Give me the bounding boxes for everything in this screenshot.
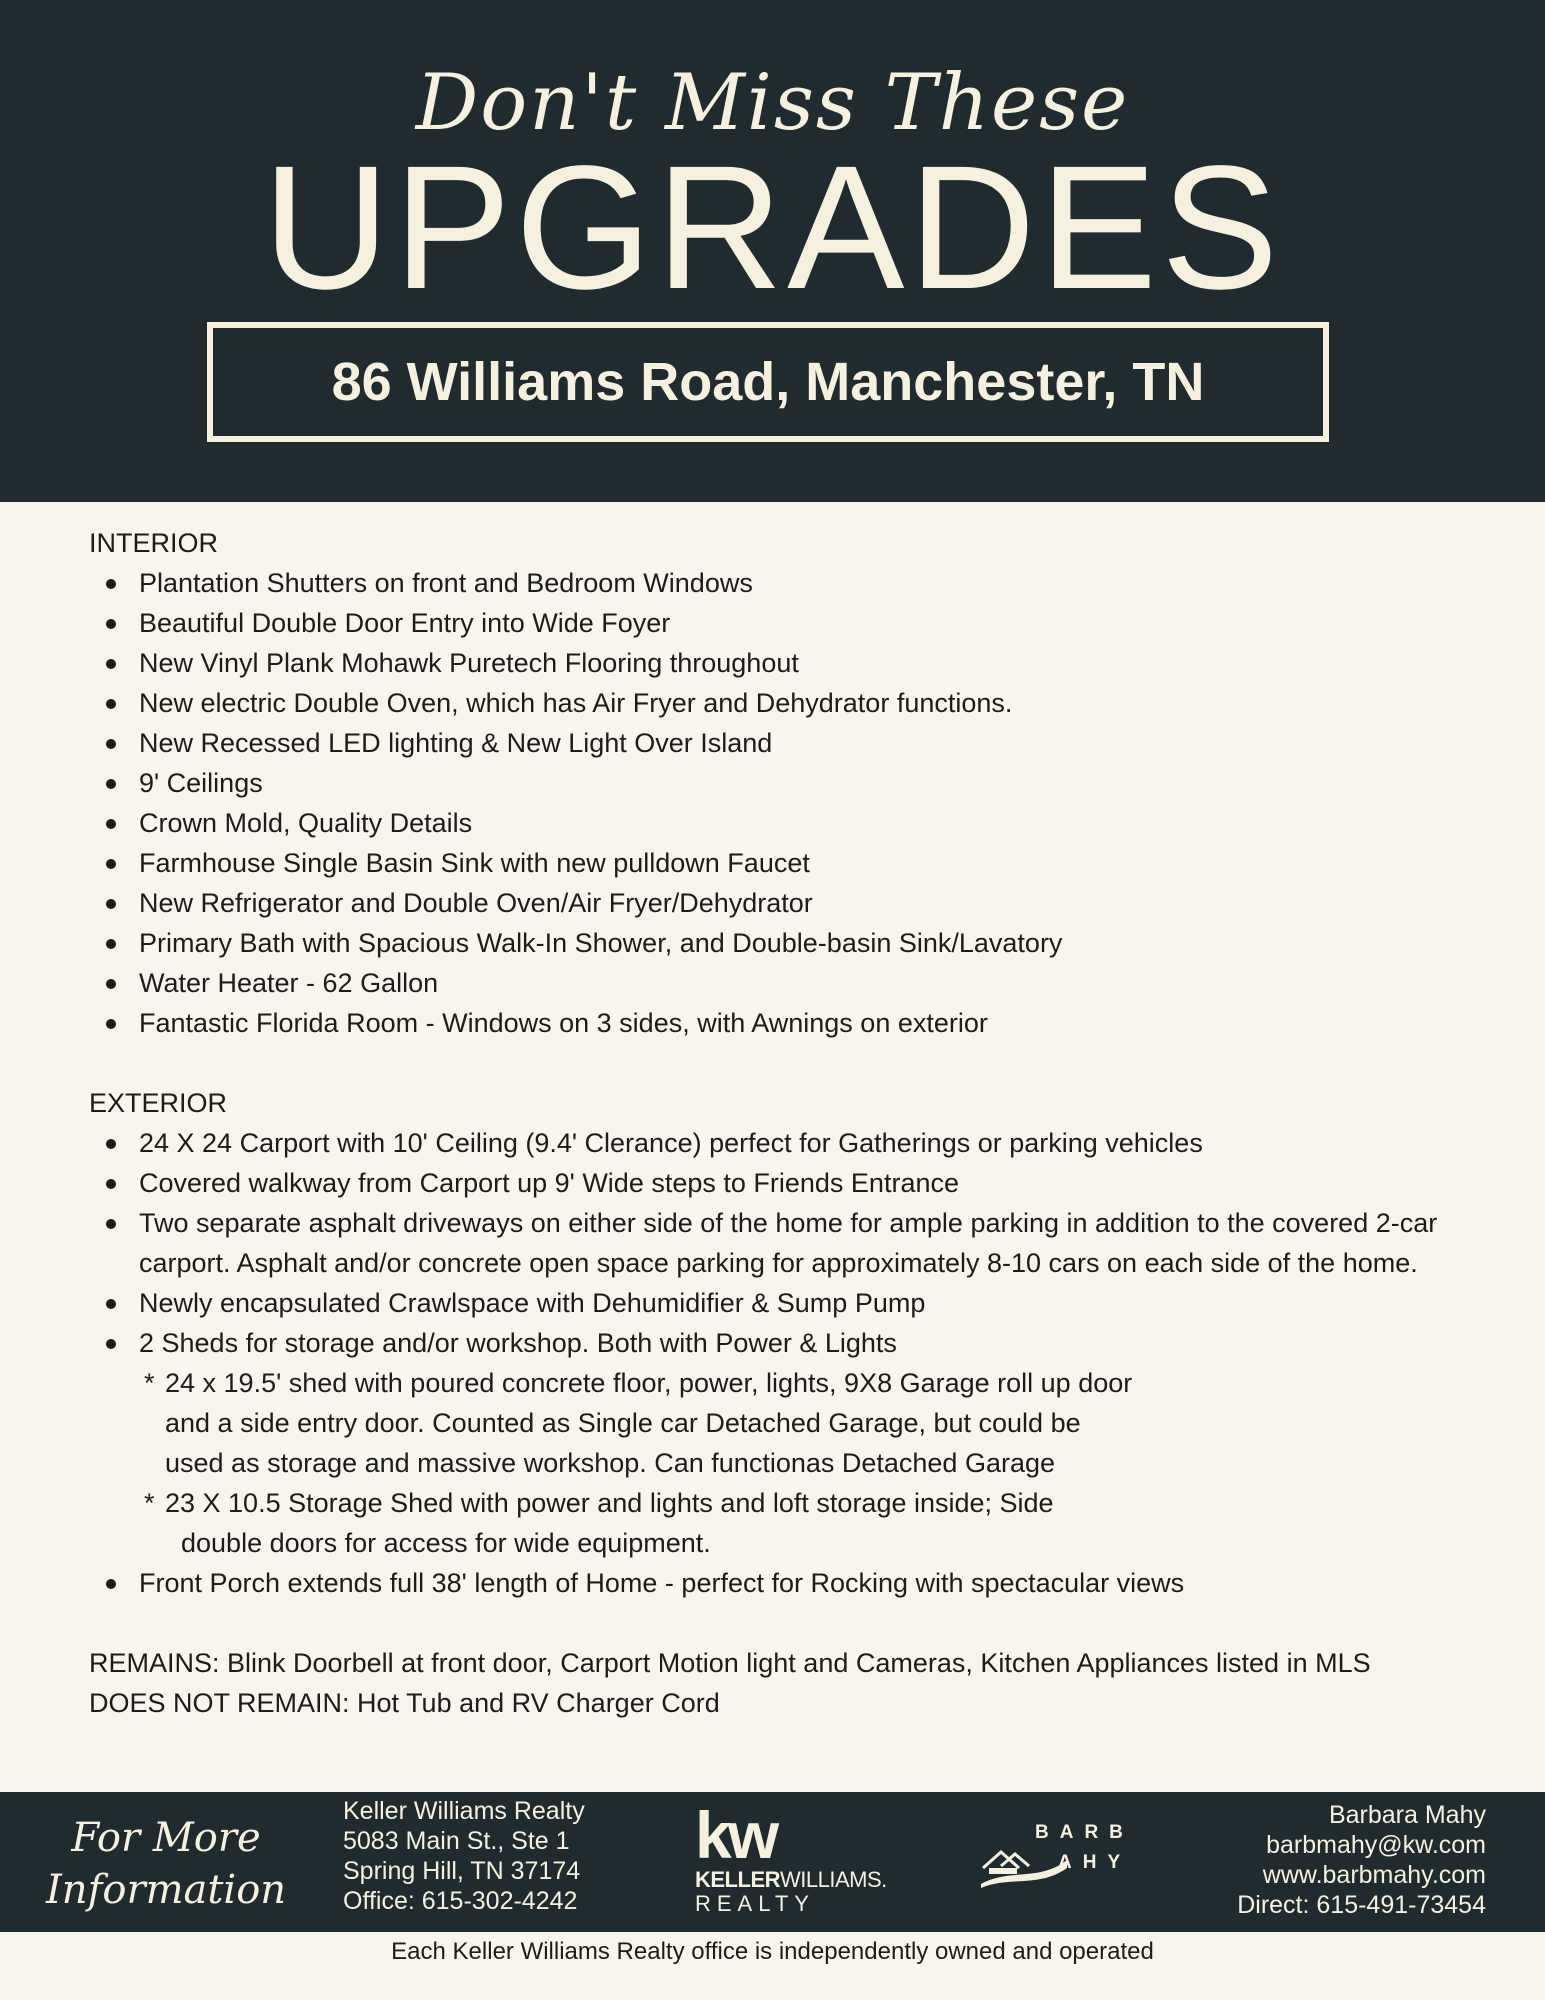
disclaimer: Each Keller Williams Realty office is independently owned and operated bbox=[391, 1938, 1154, 1965]
bullet-icon bbox=[106, 819, 116, 829]
list-item: Primary Bath with Spacious Walk-In Shower, and Double-basin Sink/Lavatory bbox=[89, 923, 1489, 963]
list-item: New Recessed LED lighting & New Light Over Island bbox=[89, 723, 1489, 763]
bullet-icon bbox=[106, 1299, 116, 1309]
bullet-icon bbox=[106, 899, 116, 909]
bullet-icon bbox=[106, 1179, 116, 1189]
list-item: Newly encapsulated Crawlspace with Dehumidifier & Sump Pump bbox=[89, 1283, 1489, 1323]
list-item: 2 Sheds for storage and/or workshop. Both with Power & Lights bbox=[89, 1323, 1489, 1363]
bullet-icon bbox=[106, 699, 116, 709]
agent-email[interactable]: barbmahy@kw.com bbox=[1266, 1831, 1486, 1859]
exterior-list-end bbox=[89, 1563, 1489, 1603]
asterisk-marker: * bbox=[144, 1368, 155, 1398]
kw-name: KELLERWILLIAMS. bbox=[695, 1867, 887, 1892]
shed-detail-2: * 23 X 10.5 Storage Shed with power and lights and loft storage inside; Side double doors for access for wide equipment. bbox=[89, 1483, 1489, 1563]
list-item: Beautiful Double Door Entry into Wide Foyer bbox=[89, 603, 1489, 643]
bullet-icon bbox=[106, 979, 116, 989]
office-phone: Office: 615-302-4242 bbox=[343, 1887, 578, 1915]
bullet-icon bbox=[106, 579, 116, 589]
upgrades-content bbox=[89, 523, 1489, 1723]
list-item: Fantastic Florida Room - Windows on 3 sides, with Awnings on exterior bbox=[89, 1003, 1489, 1043]
list-item: Farmhouse Single Basin Sink with new pulldown Faucet bbox=[89, 843, 1489, 883]
kw-realty: REALTY bbox=[695, 1891, 815, 1916]
bullet-icon bbox=[106, 1019, 116, 1029]
list-item: New electric Double Oven, which has Air Fryer and Dehydrator functions. bbox=[89, 683, 1489, 723]
office-street: 5083 Main St., Ste 1 bbox=[343, 1827, 570, 1855]
bullet-icon bbox=[106, 659, 116, 669]
barb-logo-top: BARB bbox=[1035, 1822, 1134, 1843]
list-item: Front Porch extends full 38' length of Home - perfect for Rocking with spectacular views bbox=[89, 1563, 1489, 1603]
house-road-icon bbox=[979, 1838, 1069, 1888]
interior-list bbox=[89, 563, 1489, 1043]
list-item: 9' Ceilings bbox=[89, 763, 1489, 803]
barb-logo-bottom: AHY bbox=[1058, 1852, 1132, 1873]
barb-mahy-logo bbox=[975, 1822, 1175, 1902]
agent-phone: Direct: 615-491-73454 bbox=[1237, 1891, 1486, 1919]
list-item: 24 X 24 Carport with 10' Ceiling (9.4' Clerance) perfect for Gatherings or parking vehicles bbox=[89, 1123, 1489, 1163]
agent-info bbox=[1237, 1800, 1486, 1920]
asterisk-marker: * bbox=[144, 1488, 155, 1518]
address-text: 86 Williams Road, Manchester, TN bbox=[331, 352, 1205, 412]
office-city: Spring Hill, TN 37174 bbox=[343, 1857, 581, 1885]
bullet-icon bbox=[106, 939, 116, 949]
shed-detail-1: * 24 x 19.5' shed with poured concrete floor, power, lights, 9X8 Garage roll up door and a side entry door. Counted as Single car Detached Garage, but could be used as storage and massive workshop. Can functionas Detached Garage bbox=[89, 1363, 1489, 1483]
office-name: Keller Williams Realty bbox=[343, 1797, 585, 1825]
bullet-icon bbox=[106, 619, 116, 629]
bullet-icon bbox=[106, 859, 116, 869]
keller-williams-logo bbox=[695, 1798, 895, 1922]
kw-mark: kw bbox=[695, 1798, 776, 1872]
list-item: Crown Mold, Quality Details bbox=[89, 803, 1489, 843]
bullet-icon bbox=[106, 1139, 116, 1149]
office-info bbox=[343, 1796, 585, 1916]
script-title: Don't Miss These bbox=[415, 58, 1130, 148]
bullet-icon bbox=[106, 1579, 116, 1589]
list-item: Covered walkway from Carport up 9' Wide steps to Friends Entrance bbox=[89, 1163, 1489, 1203]
exterior-heading: EXTERIOR bbox=[89, 1088, 228, 1118]
list-item: Two separate asphalt driveways on either side of the home for ample parking in addition to the covered 2-car carport. Asphalt and/or concrete open space parking for approximately 8-10 cars on each side of the home. bbox=[89, 1203, 1489, 1283]
bullet-icon bbox=[106, 1219, 116, 1229]
bullet-icon bbox=[106, 739, 116, 749]
bullet-icon bbox=[106, 1339, 116, 1349]
agent-website[interactable]: www.barbmahy.com bbox=[1262, 1861, 1486, 1889]
does-not-remain-note: DOES NOT REMAIN: Hot Tub and RV Charger Cord bbox=[89, 1688, 720, 1718]
remains-note: REMAINS: Blink Doorbell at front door, Carport Motion light and Cameras, Kitchen Appliances listed in MLS bbox=[89, 1648, 1371, 1678]
list-item: Plantation Shutters on front and Bedroom Windows bbox=[89, 563, 1489, 603]
address-box bbox=[207, 322, 1329, 442]
agent-name: Barbara Mahy bbox=[1328, 1801, 1486, 1829]
interior-heading: INTERIOR bbox=[89, 528, 219, 558]
header-banner bbox=[0, 0, 1545, 502]
more-info-label: For More Information bbox=[46, 1815, 287, 1913]
exterior-list bbox=[89, 1123, 1489, 1363]
footer-band bbox=[0, 1792, 1545, 1932]
list-item: Water Heater - 62 Gallon bbox=[89, 963, 1489, 1003]
list-item: New Refrigerator and Double Oven/Air Fryer/Dehydrator bbox=[89, 883, 1489, 923]
list-item: New Vinyl Plank Mohawk Puretech Flooring throughout bbox=[89, 643, 1489, 683]
bullet-icon bbox=[106, 779, 116, 789]
page-title: UPGRADES bbox=[262, 130, 1283, 326]
